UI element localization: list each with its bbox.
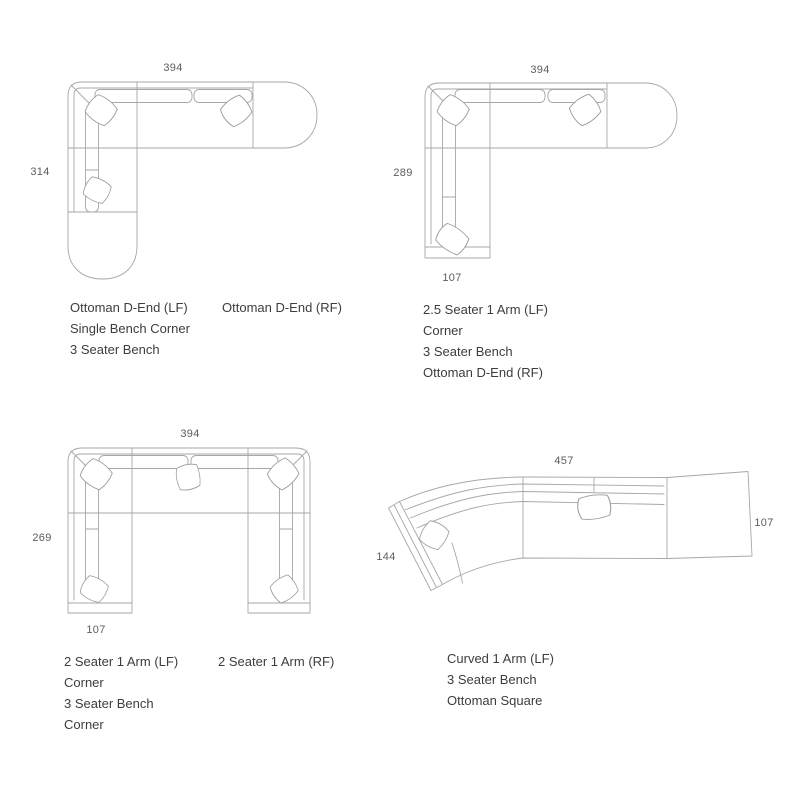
dimension-left: 269 [32, 532, 52, 544]
config-label: 3 Seater Bench [447, 672, 537, 687]
config-label: Ottoman D-End (LF) [70, 300, 188, 315]
cushion-pillows [417, 494, 612, 553]
sofa-diagram-25seater-corner [385, 70, 690, 290]
sofa-diagram-ottoman-dend-corner [55, 75, 330, 285]
config-label: Ottoman D-End (RF) [222, 300, 342, 315]
config-label: Curved 1 Arm (LF) [447, 651, 554, 666]
config-label: Corner [64, 717, 104, 732]
config-label: Single Bench Corner [70, 321, 190, 336]
dimension-right: 107 [754, 517, 774, 529]
config-label: 2.5 Seater 1 Arm (LF) [423, 302, 548, 317]
cushion-pillows [433, 92, 604, 258]
config-label: Corner [64, 675, 104, 690]
config-labels-right [222, 297, 342, 318]
dimension-left: 289 [393, 167, 413, 179]
dimension-top: 457 [554, 455, 574, 467]
dimension-bottom: 107 [442, 272, 462, 284]
config-label: 2 Seater 1 Arm (RF) [218, 654, 335, 669]
config-label: 3 Seater Bench [64, 696, 154, 711]
dimension-top: 394 [163, 62, 183, 74]
dimension-left: 144 [376, 551, 396, 563]
config-label: Ottoman Square [447, 693, 543, 708]
config-labels-left [64, 651, 178, 735]
config-label: Ottoman D-End (RF) [423, 365, 543, 380]
dimension-bottom: 107 [86, 624, 106, 636]
config-label: Corner [423, 323, 463, 338]
config-label: 2 Seater 1 Arm (LF) [64, 654, 179, 669]
config-label: 3 Seater Bench [423, 344, 513, 359]
config-labels-right [218, 651, 334, 672]
config-label: 3 Seater Bench [70, 342, 160, 357]
cushion-pillows [77, 455, 301, 605]
config-labels-left [70, 297, 190, 360]
sofa-diagram-ushape [55, 440, 325, 625]
config-labels-left [447, 648, 554, 711]
sofa-diagram-curved [375, 460, 775, 600]
dimension-left: 314 [30, 166, 50, 178]
cushion-pillows [81, 92, 255, 206]
config-labels-left [423, 299, 548, 383]
dimension-top: 394 [530, 64, 550, 76]
dimension-top: 394 [180, 428, 200, 440]
